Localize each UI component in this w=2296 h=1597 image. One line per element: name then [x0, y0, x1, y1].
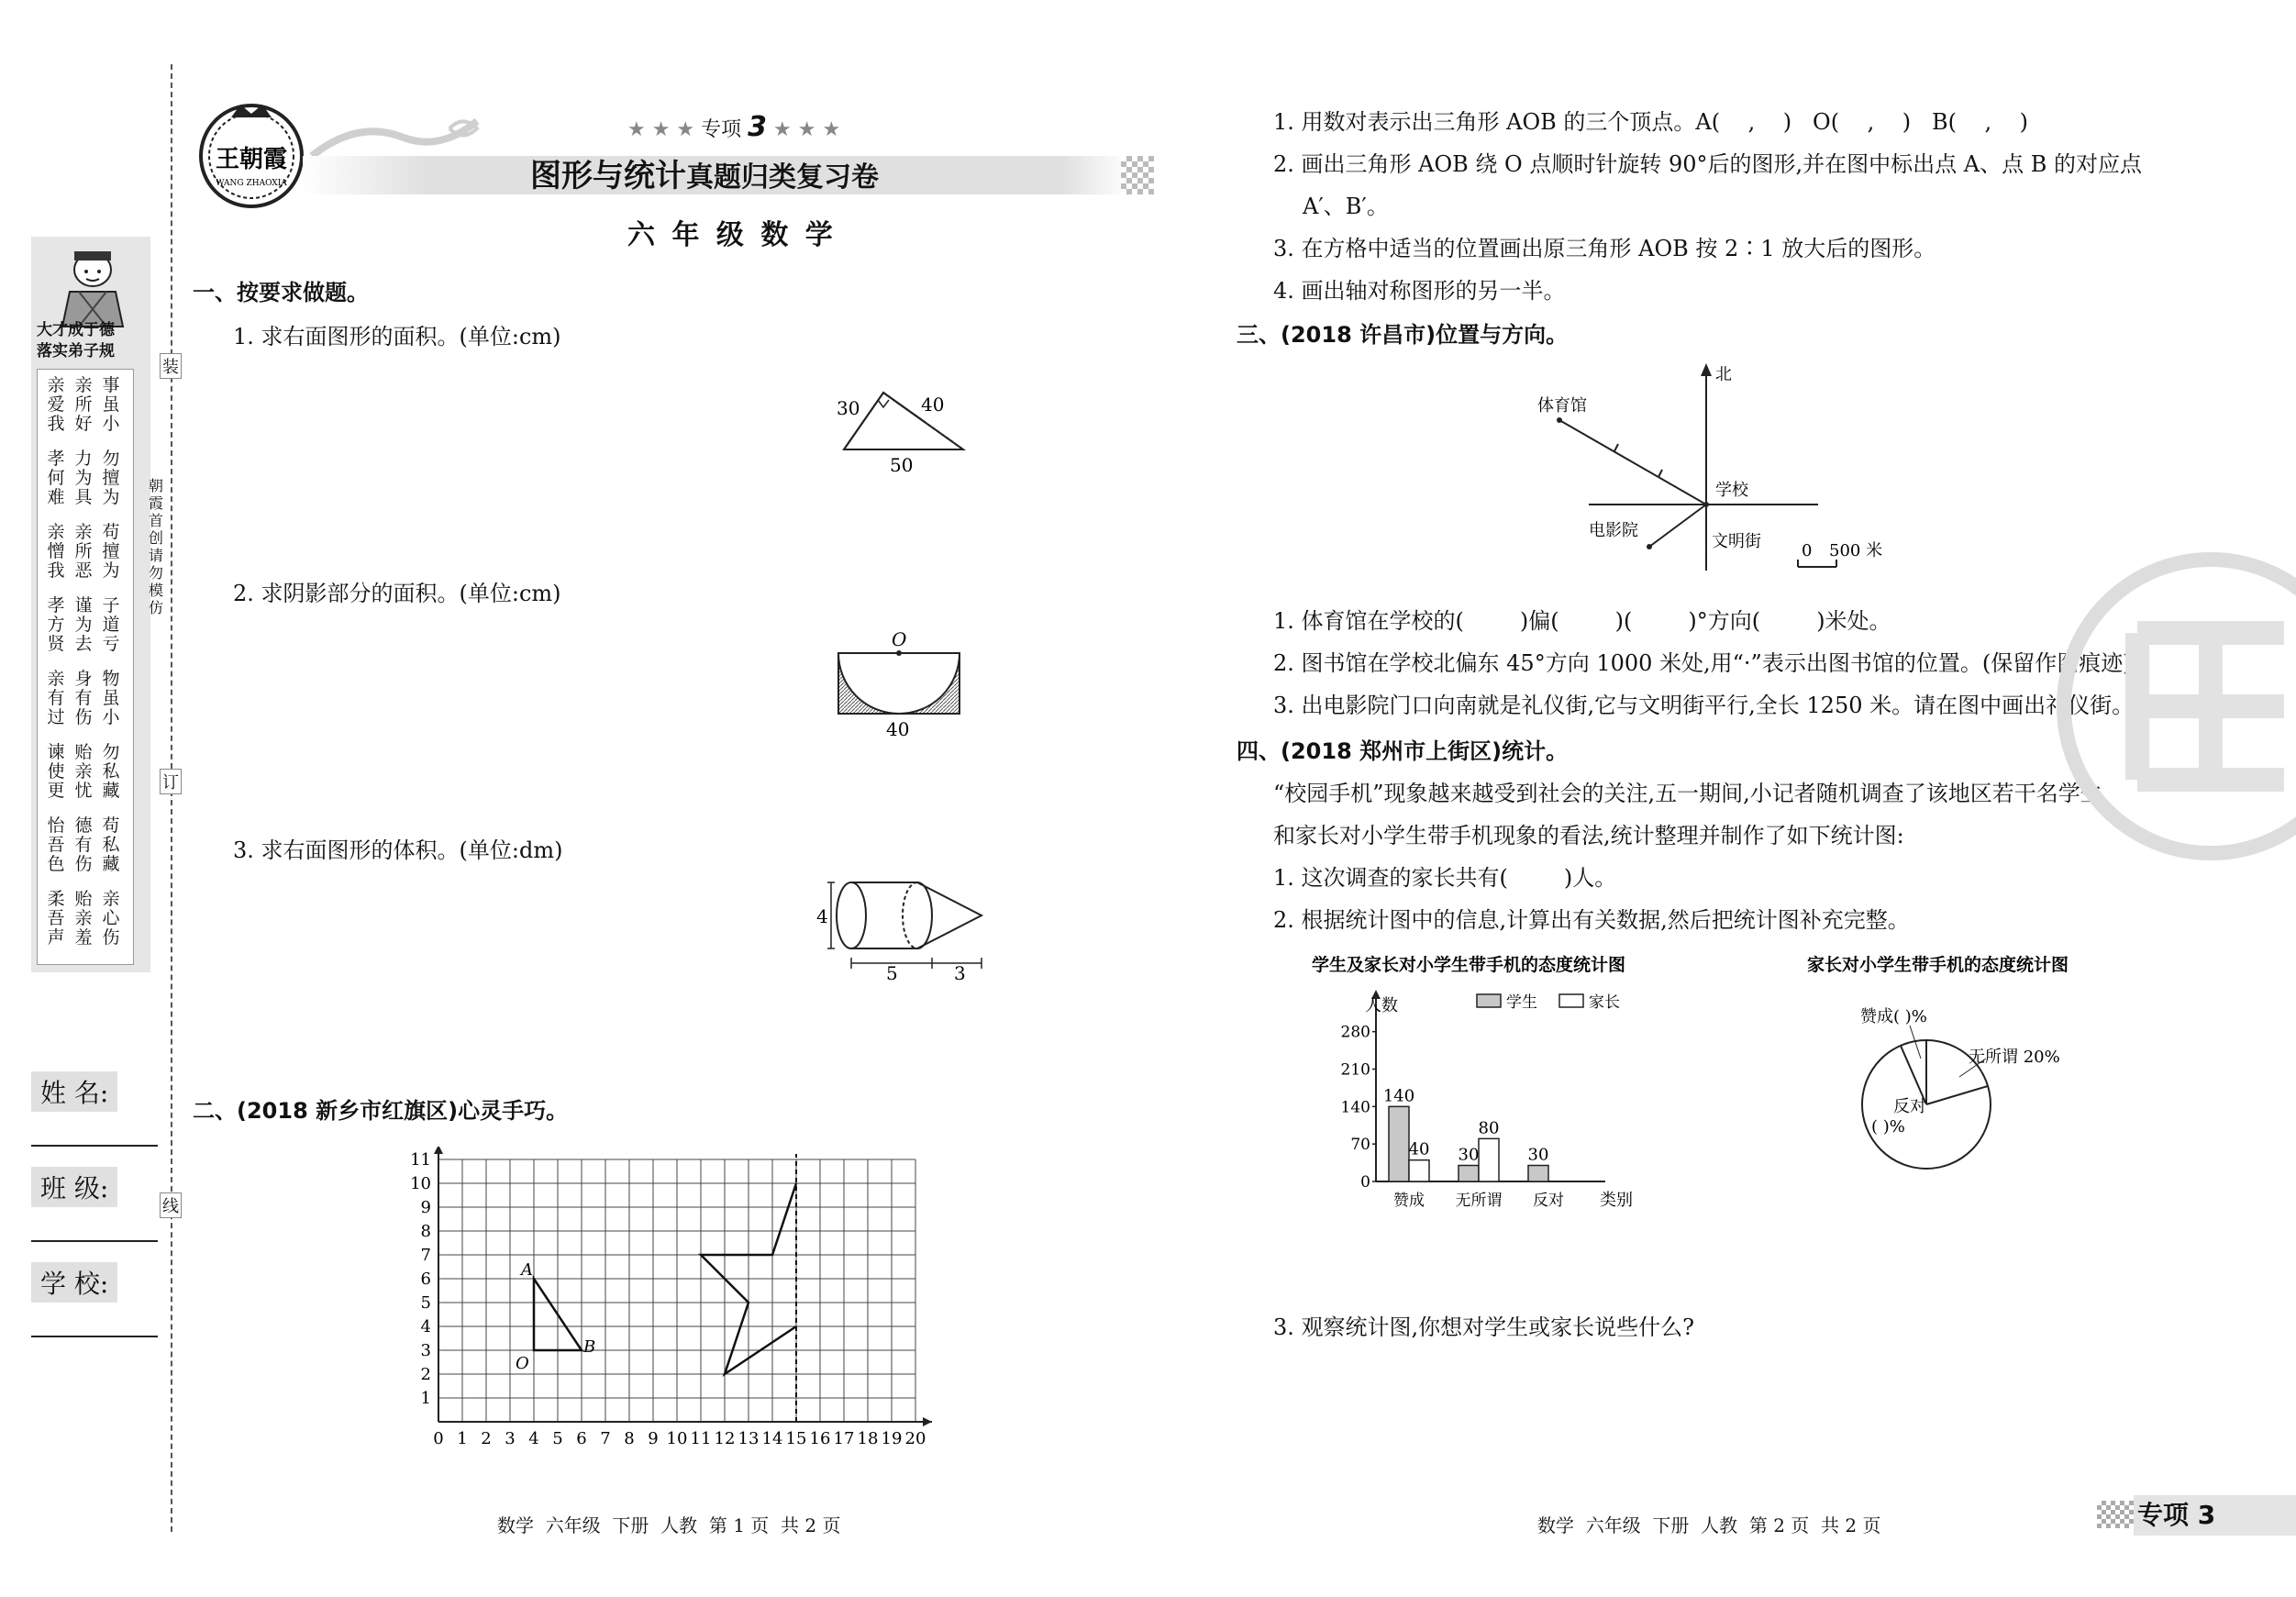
point-a-label: A — [521, 1260, 533, 1280]
x-tick-label: 8 — [624, 1429, 635, 1448]
map-scale-0: 0 — [1802, 541, 1813, 560]
bar-y-tick-label: 140 — [1340, 1098, 1370, 1117]
poem-column: 亲憎我 — [47, 522, 65, 581]
bar-value-label: 80 — [1478, 1118, 1500, 1138]
sidebar-seal-text: 朝霞首创 请勿模仿 — [148, 477, 163, 616]
x-tick-label: 18 — [857, 1429, 879, 1448]
x-tick-label: 6 — [576, 1429, 587, 1448]
legend-swatch — [1559, 994, 1583, 1007]
poem-column: 孝何难 — [47, 449, 65, 507]
right-footer: 数学 六年级 下册 人教 第 2 页 共 2 页 — [1537, 1514, 1881, 1536]
question-1-2: 2. 求阴影部分的面积。(单位:cm) — [233, 581, 561, 606]
map-street: 文明街 — [1712, 532, 1761, 551]
header-badge — [627, 111, 841, 144]
bar — [1389, 1106, 1409, 1181]
fig2-d: 40 — [886, 718, 910, 740]
x-tick-label: 10 — [666, 1429, 688, 1448]
x-tick-label: 19 — [881, 1429, 903, 1448]
x-tick-label: 0 — [433, 1429, 444, 1448]
y-tick-label: 9 — [420, 1198, 431, 1217]
legend-swatch — [1477, 994, 1501, 1007]
question-4-2: 2. 根据统计图中的信息,计算出有关数据,然后把统计图补充完整。 — [1273, 907, 1910, 933]
x-tick-label: 11 — [690, 1429, 712, 1448]
poem-column: 事虽小 — [102, 375, 120, 434]
poem-column: 亲爱我 — [47, 375, 65, 434]
pie-label-3: 反对 — [1893, 1097, 1926, 1116]
poem-column: 亲所好 — [74, 375, 93, 434]
class-label: 班 级: — [31, 1167, 117, 1207]
section-4-paragraph-1: “校园手机”现象越来越受到社会的关注,五一期间,小记者随机调查了该地区若干名学生 — [1273, 781, 2102, 806]
pie-label-4: ( )% — [1871, 1117, 1905, 1137]
poem-column: 亲所恶 — [74, 522, 93, 581]
poem-column: 勿私藏 — [102, 742, 120, 801]
fig3-h: 4 — [816, 905, 828, 927]
bar-y-tick-label: 70 — [1350, 1136, 1370, 1155]
x-tick-label: 20 — [904, 1429, 926, 1448]
poem-column: 贻亲羞 — [74, 889, 93, 948]
question-3-1: 1. 体育馆在学校的( )偏( )( )°方向( )米处。 — [1273, 608, 1891, 634]
title-bold: 图形与统计 — [530, 158, 686, 194]
map-gym: 体育馆 — [1537, 396, 1587, 416]
bar-x-label: 类别 — [1600, 1191, 1633, 1210]
x-tick-label: 9 — [648, 1429, 659, 1448]
poem-column: 身有伤 — [74, 669, 93, 727]
school-field[interactable] — [31, 1336, 158, 1337]
binding-mark-3: 线 — [160, 1192, 182, 1218]
badge-num: 3 — [748, 111, 768, 143]
point-o-label: O — [516, 1354, 529, 1373]
star-icon: ★ ★ ★ — [627, 118, 695, 141]
question-2-2: 2. 画出三角形 AOB 绕 O 点顺时针旋转 90°后的图形,并在图中标出点 A、点 B 的对应点 — [1273, 151, 2143, 177]
y-tick-label: 11 — [410, 1150, 431, 1170]
bar-y-label: 人数 — [1365, 996, 1398, 1015]
y-tick-label: 10 — [410, 1174, 431, 1193]
y-tick-label: 4 — [420, 1317, 431, 1336]
question-1-3: 3. 求右面图形的体积。(单位:dm) — [233, 837, 563, 863]
question-2-2b: A′、B′。 — [1303, 194, 1389, 219]
bar-value-label: 140 — [1382, 1086, 1415, 1106]
fig2-o: O — [892, 628, 907, 650]
x-tick-label: 4 — [528, 1429, 539, 1448]
brand-logo — [196, 101, 306, 215]
star-icon: ★ ★ ★ — [773, 118, 841, 141]
bar — [1528, 1166, 1548, 1182]
question-4-3: 3. 观察统计图,你想对学生或家长说些什么? — [1273, 1314, 1695, 1340]
name-field[interactable] — [31, 1145, 158, 1147]
poem-column: 苟私藏 — [102, 815, 120, 874]
position-map — [1523, 360, 1908, 583]
bar-value-label: 40 — [1408, 1139, 1430, 1159]
binding-mark-2: 订 — [160, 769, 182, 794]
poem-column: 勿擅为 — [102, 449, 120, 507]
y-tick-label: 7 — [420, 1246, 431, 1265]
x-tick-label: 7 — [600, 1429, 611, 1448]
poem-column: 谨为去 — [74, 595, 93, 654]
watermark-seal — [2027, 550, 2296, 866]
poem-column: 力为具 — [74, 449, 93, 507]
poem-column: 亲心伤 — [102, 889, 120, 948]
y-tick-label: 8 — [420, 1222, 431, 1241]
page-title — [530, 156, 879, 198]
figure-semicircle — [826, 627, 972, 750]
x-axis-arrow — [923, 1417, 932, 1426]
x-tick-label: 12 — [714, 1429, 736, 1448]
poem-column: 谏使更 — [47, 742, 65, 801]
y-tick-label: 1 — [420, 1389, 431, 1408]
poem-column: 柔吾声 — [47, 889, 65, 948]
fig3-l1: 5 — [886, 962, 898, 981]
x-tick-label: 15 — [785, 1429, 807, 1448]
question-3-2: 2. 图书馆在学校北偏东 45°方向 1000 米处,用“·”表示出图书馆的位置。(保留作图痕迹) — [1273, 650, 2132, 676]
poem-column: 物虽小 — [102, 669, 120, 727]
fig1-side-b: 40 — [921, 394, 945, 416]
question-1-1: 1. 求右面图形的面积。(单位:cm) — [233, 324, 561, 349]
fig1-side-a: 30 — [837, 397, 860, 419]
logo-en: WANG ZHAOXIA — [216, 179, 287, 188]
map-scale: 500 米 — [1829, 541, 1883, 560]
fig1-side-c: 50 — [890, 454, 914, 476]
x-tick-label: 17 — [833, 1429, 855, 1448]
x-tick-label: 1 — [457, 1429, 468, 1448]
legend-label: 学生 — [1506, 993, 1537, 1012]
question-2-1: 1. 用数对表示出三角形 AOB 的三个顶点。A( , ) O( , ) B( , ) — [1273, 109, 2029, 135]
x-tick-label: 5 — [552, 1429, 563, 1448]
figure-cylinder-cone — [807, 871, 991, 985]
binding-mark-1: 装 — [160, 353, 182, 379]
bar-value-label: 30 — [1458, 1145, 1480, 1165]
class-field[interactable] — [31, 1240, 158, 1242]
y-tick-label: 5 — [420, 1293, 431, 1313]
y-axis-arrow — [434, 1147, 443, 1154]
title-rest: 真题归类复习卷 — [686, 161, 879, 194]
x-tick-label: 14 — [761, 1429, 783, 1448]
bar — [1459, 1166, 1479, 1182]
poem-column: 贻亲忧 — [74, 742, 93, 801]
bar-category-label: 赞成 — [1393, 1192, 1425, 1210]
sidebar-motto-1: 大才成于德 — [37, 321, 115, 339]
map-school: 学校 — [1715, 481, 1748, 500]
x-tick-label: 3 — [505, 1429, 516, 1448]
poem-column: 子道亏 — [102, 595, 120, 654]
bar-category-label: 反对 — [1533, 1192, 1564, 1210]
page-subtitle: 六 年 级 数 学 — [627, 219, 837, 251]
section-1-heading: 一、按要求做题。 — [193, 280, 369, 305]
poem-column: 亲有过 — [47, 669, 65, 727]
corner-badge: 专项 3 — [2137, 1500, 2216, 1530]
pie-chart — [1798, 948, 2091, 1181]
poem-column: 德有伤 — [74, 815, 93, 874]
pie-label-2: 无所谓 20% — [1969, 1048, 2060, 1067]
bar-chart-title: 学生及家长对小学生带手机的态度统计图 — [1312, 955, 1626, 975]
map-cinema: 电影院 — [1589, 521, 1638, 540]
poem-column: 苟擅为 — [102, 522, 120, 581]
bar — [1479, 1138, 1499, 1181]
sidebar-motto-2: 落实弟子规 — [37, 342, 115, 360]
bar-y-tick-label: 210 — [1340, 1060, 1370, 1080]
header-checker — [1121, 156, 1154, 194]
figure-triangle — [826, 385, 982, 481]
bar-category-label: 无所谓 — [1455, 1192, 1503, 1210]
legend-label: 家长 — [1589, 993, 1620, 1012]
badge-text: 专项 — [701, 118, 742, 141]
question-2-3: 3. 在方格中适当的位置画出原三角形 AOB 按 2∶1 放大后的图形。 — [1273, 236, 1936, 261]
bar-chart — [1303, 948, 1688, 1218]
map-north: 北 — [1715, 365, 1732, 384]
coordinate-grid — [394, 1147, 945, 1453]
section-4-paragraph-2: 和家长对小学生带手机现象的看法,统计整理并制作了如下统计图: — [1273, 823, 1904, 848]
y-tick-label: 3 — [420, 1341, 431, 1360]
bar — [1409, 1160, 1429, 1181]
section-2-heading: 二、(2018 新乡市红旗区)心灵手巧。 — [193, 1098, 569, 1124]
left-footer: 数学 六年级 下册 人教 第 1 页 共 2 页 — [497, 1514, 841, 1536]
poem-column: 孝方贤 — [47, 595, 65, 654]
question-2-4: 4. 画出轴对称图形的另一半。 — [1273, 278, 1566, 304]
x-tick-label: 2 — [481, 1429, 492, 1448]
x-tick-label: 13 — [738, 1429, 760, 1448]
pie-title: 家长对小学生带手机的态度统计图 — [1807, 955, 2069, 975]
section-4-heading: 四、(2018 郑州市上街区)统计。 — [1237, 738, 1569, 764]
section-3-heading: 三、(2018 许昌市)位置与方向。 — [1237, 322, 1569, 348]
y-tick-label: 2 — [420, 1365, 431, 1384]
fig3-l2: 3 — [954, 962, 966, 981]
question-3-3: 3. 出电影院门口向南就是礼仪街,它与文明街平行,全长 1250 米。请在图中画出礼仪街。 — [1273, 693, 2135, 718]
question-4-1: 1. 这次调查的家长共有( )人。 — [1273, 865, 1617, 891]
point-b-label: B — [583, 1337, 596, 1357]
bar-y-tick-label: 280 — [1340, 1023, 1370, 1042]
bar-y-tick-label: 0 — [1360, 1173, 1370, 1192]
binding-dashed-line — [171, 64, 172, 1532]
pie-label-1: 赞成( )% — [1860, 1007, 1927, 1026]
y-tick-label: 6 — [420, 1270, 431, 1289]
x-tick-label: 16 — [809, 1429, 831, 1448]
name-label: 姓 名: — [31, 1071, 117, 1112]
bar-value-label: 30 — [1527, 1145, 1549, 1165]
corner-checker — [2097, 1501, 2134, 1528]
logo-text: 王朝霞 — [215, 146, 288, 173]
school-label: 学 校: — [31, 1262, 117, 1303]
poem-column: 怡吾色 — [47, 815, 65, 874]
